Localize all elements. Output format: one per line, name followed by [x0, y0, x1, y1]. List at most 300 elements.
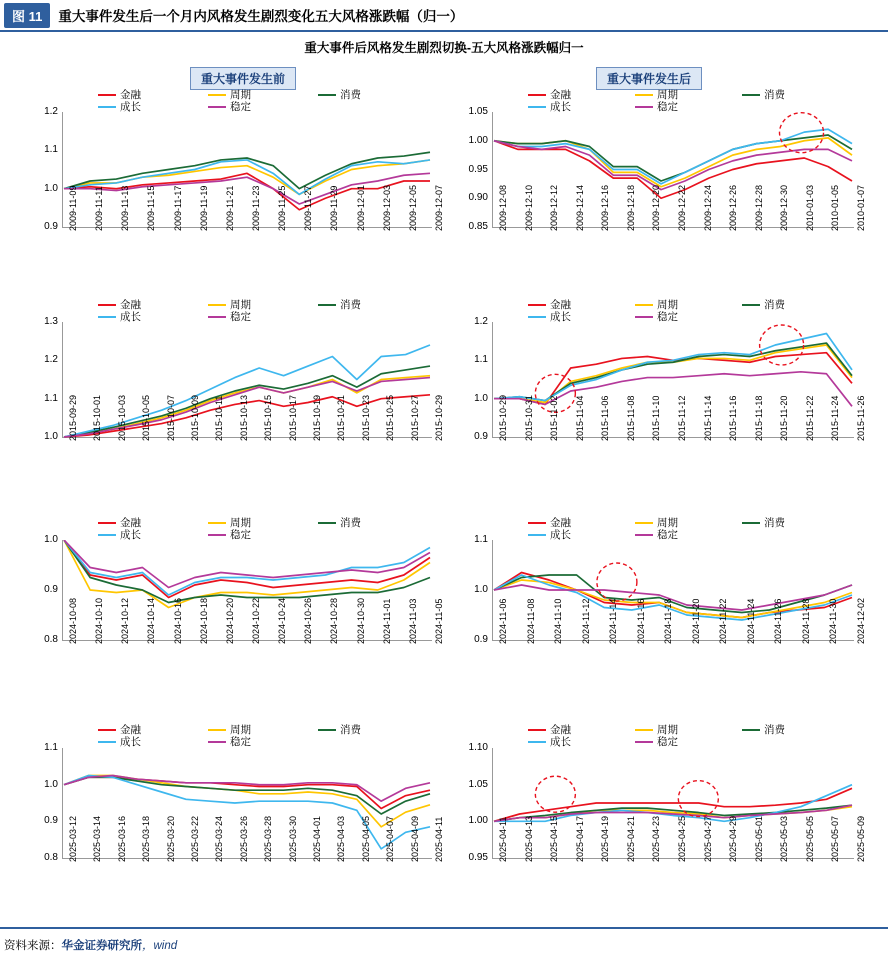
x-axis-tick: 2024-11-12: [580, 598, 591, 644]
series-line-周期: [494, 580, 852, 618]
legend-swatch-成长: [98, 534, 116, 537]
chart-legend: [528, 725, 860, 749]
x-axis-tick: 2024-10-18: [198, 597, 209, 644]
x-axis-tick: 2009-12-22: [677, 184, 687, 231]
y-axis-tick: 0.9: [44, 584, 58, 595]
x-axis-tick: 2024-12-02: [856, 597, 866, 644]
legend-item: [208, 102, 318, 112]
x-axis-tick: 2025-04-01: [312, 815, 322, 862]
chart-legend: [528, 300, 860, 324]
y-axis-tick: 1.10: [468, 742, 488, 753]
y-axis-tick: 1.05: [468, 778, 488, 790]
legend-label: 成长: [120, 101, 141, 113]
legend-label: 稳定: [230, 311, 251, 323]
x-axis-tick: 2024-11-26: [773, 598, 784, 644]
legend-label: 金融: [550, 299, 571, 311]
legend-swatch-金融: [98, 522, 116, 525]
x-axis-tick: 2024-11-03: [407, 598, 418, 644]
legend-swatch-金融: [98, 94, 116, 97]
y-axis-tick: 0.8: [44, 852, 58, 863]
x-axis-tick: 2025-04-11: [498, 816, 508, 862]
legend-label: 成长: [550, 311, 571, 323]
legend-item: [98, 530, 208, 540]
legend-swatch-周期: [208, 94, 226, 97]
y-axis-tick: 0.95: [468, 852, 488, 863]
y-axis-tick: 1.05: [468, 106, 488, 117]
x-axis-tick: 2025-05-03: [779, 815, 790, 862]
legend-swatch-金融: [528, 522, 546, 525]
source-label: 资料来源：: [4, 940, 62, 952]
legend-item: [318, 300, 428, 310]
x-axis-tick: 2015-11-12: [677, 395, 687, 441]
x-axis-tick: 2025-04-11: [434, 816, 444, 862]
x-axis-tick: 2024-11-01: [381, 598, 392, 644]
x-axis-tick: 2015-11-02: [549, 395, 560, 441]
legend-swatch-周期: [635, 522, 653, 525]
x-axis-tick: 2025-04-19: [600, 815, 611, 862]
x-axis-tick: 2010-01-03: [804, 184, 815, 231]
legend-item: [635, 737, 742, 747]
y-axis-tick: 0.8: [44, 634, 58, 645]
series-line-金融: [64, 777, 430, 808]
legend-swatch-周期: [208, 522, 226, 525]
legend-item: [98, 300, 208, 310]
series-line-稳定: [64, 540, 430, 588]
legend-item: [208, 518, 318, 528]
legend-label: 消费: [764, 89, 785, 101]
x-axis-tick: 2015-11-04: [574, 395, 585, 441]
legend-swatch-金融: [528, 304, 546, 307]
legend-label: 成长: [120, 736, 141, 748]
legend-swatch-消费: [318, 94, 336, 97]
legend-swatch-消费: [742, 522, 760, 525]
legend-label: 周期: [230, 89, 251, 101]
x-axis-tick: 2024-11-08: [525, 598, 536, 644]
legend-swatch-消费: [742, 729, 760, 732]
x-axis-tick: 2024-11-06: [498, 598, 508, 644]
figure-footer: [0, 927, 888, 963]
x-axis-tick: 2024-10-26: [303, 597, 314, 644]
legend-item: [528, 518, 635, 528]
source-wind: ，wind: [142, 940, 178, 952]
annotation-ellipse: [760, 325, 804, 365]
legend-swatch-周期: [635, 94, 653, 97]
chart-legend: [98, 518, 438, 542]
legend-item: [742, 518, 849, 528]
legend-item: [635, 518, 742, 528]
legend-swatch-金融: [98, 304, 116, 307]
x-axis-tick: 2024-11-30: [828, 598, 839, 644]
x-axis-tick: 2015-11-20: [779, 395, 790, 441]
x-axis-tick: 2015-11-26: [856, 395, 866, 441]
x-axis-tick: 2009-11-19: [198, 185, 209, 231]
legend-label: 稳定: [230, 529, 251, 541]
x-axis-tick: 2024-11-28: [800, 598, 811, 644]
source-name: 华金证券研究所: [61, 940, 142, 952]
legend-swatch-消费: [742, 304, 760, 307]
legend-label: 消费: [340, 89, 361, 101]
x-axis-tick: 2025-03-26: [238, 815, 249, 862]
x-axis-tick: 2015-10-09: [190, 394, 200, 441]
legend-label: 周期: [230, 299, 251, 311]
x-axis-tick: 2024-10-30: [355, 597, 366, 644]
legend-swatch-周期: [208, 304, 226, 307]
y-axis-tick: 0.90: [468, 192, 488, 204]
legend-label: 成长: [550, 101, 571, 113]
legend-swatch-成长: [528, 106, 546, 109]
x-axis-tick: 2015-11-14: [702, 395, 713, 441]
y-axis-tick: 0.95: [468, 163, 488, 175]
y-axis-tick: 1.00: [468, 134, 488, 146]
x-axis-tick: 2025-03-20: [165, 815, 176, 862]
legend-label: 金融: [120, 517, 141, 529]
legend-swatch-稳定: [635, 534, 653, 537]
legend-swatch-稳定: [208, 106, 226, 109]
x-axis-tick: 2025-04-17: [574, 815, 585, 862]
legend-label: 消费: [764, 517, 785, 529]
figure-tag: 图 11: [4, 3, 50, 28]
legend-label: 金融: [550, 89, 571, 101]
x-axis-tick: 2024-11-18: [663, 598, 674, 644]
y-axis-tick: 1.0: [474, 584, 488, 595]
x-axis-tick: 2009-12-28: [753, 184, 764, 231]
x-axis-tick: 2024-10-08: [68, 597, 78, 644]
y-axis-tick: 0.85: [468, 221, 488, 232]
chart-legend: [98, 90, 438, 114]
legend-item: [528, 312, 635, 322]
y-axis-tick: 1.2: [44, 354, 58, 366]
legend-label: 成长: [550, 529, 571, 541]
y-axis-tick: 1.3: [44, 316, 58, 327]
series-line-成长: [494, 334, 852, 401]
series-line-成长: [64, 540, 430, 595]
x-axis-tick: 2025-04-03: [336, 815, 347, 862]
x-axis-tick: 2025-04-05: [360, 815, 371, 862]
chart-plot-p4: [492, 322, 856, 439]
x-axis-tick: 2025-04-25: [677, 815, 687, 862]
x-axis-tick: 2024-10-20: [224, 597, 235, 644]
y-axis-tick: 1.0: [44, 778, 58, 790]
series-line-成长: [494, 129, 852, 184]
legend-label: 金融: [120, 724, 141, 736]
x-axis-tick: 2024-10-16: [172, 597, 183, 644]
x-axis-tick: 2015-10-31: [523, 394, 534, 441]
y-axis-tick: 1.1: [44, 392, 58, 404]
legend-item: [528, 725, 635, 735]
legend-item: [635, 312, 742, 322]
y-axis-tick: 1.0: [44, 534, 58, 545]
legend-item: [98, 312, 208, 322]
x-axis-tick: 2010-01-05: [830, 184, 841, 231]
legend-item: [98, 518, 208, 528]
y-axis-tick: 0.9: [44, 221, 58, 232]
legend-label: 稳定: [230, 736, 251, 748]
legend-swatch-周期: [635, 729, 653, 732]
legend-label: 消费: [764, 724, 785, 736]
x-axis-tick: 2015-11-16: [728, 395, 739, 441]
legend-label: 金融: [120, 299, 141, 311]
legend-swatch-稳定: [208, 534, 226, 537]
y-axis-tick: 1.1: [474, 354, 488, 366]
legend-swatch-消费: [318, 729, 336, 732]
chart-plot-p5: [62, 540, 434, 642]
x-axis-tick: 2025-04-21: [625, 815, 636, 862]
x-axis-tick: 2024-10-28: [329, 597, 340, 644]
x-axis-tick: 2024-11-10: [553, 598, 564, 644]
x-axis-tick: 2015-10-21: [336, 394, 347, 441]
x-axis-tick: 2025-03-28: [263, 815, 274, 862]
y-axis-tick: 1.00: [468, 815, 488, 827]
x-axis-tick: 2009-12-16: [600, 184, 611, 231]
legend-swatch-稳定: [208, 741, 226, 744]
legend-item: [528, 300, 635, 310]
y-axis-tick: 0.9: [44, 815, 58, 827]
x-axis-tick: 2009-12-24: [702, 184, 713, 231]
x-axis-tick: 2024-11-20: [690, 598, 701, 644]
x-axis-tick: 2025-04-09: [409, 815, 420, 862]
x-axis-tick: 2025-04-23: [651, 815, 662, 862]
x-axis-tick: 2024-11-14: [608, 598, 619, 644]
x-axis-tick: 2009-12-05: [407, 184, 418, 231]
x-axis-tick: 2009-12-10: [523, 184, 534, 231]
legend-label: 金融: [550, 724, 571, 736]
x-axis-tick: 2015-11-22: [804, 395, 815, 441]
x-axis-tick: 2024-10-24: [277, 597, 288, 644]
legend-swatch-周期: [635, 304, 653, 307]
legend-swatch-成长: [528, 534, 546, 537]
legend-item: [635, 90, 742, 100]
legend-item: [318, 90, 428, 100]
chart-plot-p1: [62, 112, 434, 229]
band-after-event: 重大事件发生后: [596, 67, 702, 90]
y-axis-tick: 1.1: [474, 534, 488, 545]
legend-label: 稳定: [657, 311, 678, 323]
x-axis-tick: 2024-10-14: [146, 597, 157, 644]
x-axis-tick: 2025-03-16: [116, 815, 127, 862]
annotation-ellipse: [535, 776, 575, 812]
x-axis-tick: 2015-11-18: [753, 395, 764, 441]
legend-item: [528, 90, 635, 100]
legend-swatch-消费: [318, 522, 336, 525]
series-line-消费: [64, 777, 430, 814]
legend-item: [742, 90, 849, 100]
x-axis-tick: 2025-03-12: [68, 815, 78, 862]
legend-swatch-金融: [98, 729, 116, 732]
x-axis-tick: 2025-05-01: [753, 815, 764, 862]
x-axis-tick: 2025-03-22: [190, 815, 200, 862]
legend-swatch-稳定: [635, 741, 653, 744]
x-axis-tick: 2009-12-03: [381, 184, 392, 231]
x-axis-tick: 2025-03-18: [141, 815, 152, 862]
legend-swatch-成长: [98, 741, 116, 744]
y-axis-tick: 1.0: [474, 392, 488, 404]
x-axis-tick: 2015-10-11: [214, 395, 225, 441]
legend-item: [208, 725, 318, 735]
x-axis-tick: 2015-10-27: [409, 394, 420, 441]
x-axis-tick: 2009-12-01: [355, 184, 366, 231]
x-axis-tick: 2024-10-22: [251, 597, 261, 644]
x-axis-tick: 2025-03-14: [92, 815, 103, 862]
legend-item: [208, 312, 318, 322]
x-axis-tick: 2025-04-07: [385, 815, 396, 862]
x-axis-tick: 2009-11-23: [251, 185, 261, 231]
x-axis-tick: 2015-11-06: [600, 395, 611, 441]
y-axis-tick: 1.1: [44, 144, 58, 156]
figure-title: 重大事件发生后一个月内风格发生剧烈变化五大风格涨跌幅（归一）: [58, 9, 464, 24]
y-axis-tick: 0.9: [474, 634, 488, 645]
figure-header: [0, 0, 888, 32]
x-axis-tick: 2009-11-21: [224, 185, 235, 231]
chart-legend: [528, 90, 860, 114]
legend-swatch-周期: [208, 729, 226, 732]
x-axis-tick: 2009-12-08: [498, 184, 508, 231]
legend-item: [528, 530, 635, 540]
legend-swatch-稳定: [635, 106, 653, 109]
legend-swatch-成长: [528, 741, 546, 744]
x-axis-tick: 2015-10-29: [498, 394, 508, 441]
legend-item: [318, 518, 428, 528]
x-axis-tick: 2024-11-24: [745, 598, 756, 644]
legend-label: 成长: [120, 311, 141, 323]
x-axis-tick: 2009-12-18: [625, 184, 636, 231]
source-line: [4, 937, 177, 953]
x-axis-tick: 2025-05-09: [856, 815, 866, 862]
x-axis-tick: 2015-10-03: [116, 394, 127, 441]
legend-label: 周期: [230, 517, 251, 529]
x-axis-tick: 2024-11-16: [635, 598, 646, 644]
legend-label: 稳定: [657, 101, 678, 113]
legend-label: 周期: [657, 89, 678, 101]
legend-label: 成长: [120, 529, 141, 541]
x-axis-tick: 2015-11-24: [830, 395, 841, 441]
legend-item: [208, 530, 318, 540]
x-axis-tick: 2015-09-29: [68, 394, 78, 441]
legend-label: 成长: [550, 736, 571, 748]
x-axis-tick: 2025-03-30: [287, 815, 298, 862]
x-axis-tick: 2015-10-17: [287, 394, 298, 441]
legend-swatch-消费: [318, 304, 336, 307]
legend-swatch-金融: [528, 94, 546, 97]
chart-legend: [98, 725, 438, 749]
legend-item: [635, 530, 742, 540]
x-axis-tick: 2009-11-29: [329, 185, 340, 231]
x-axis-tick: 2015-10-25: [385, 394, 396, 441]
legend-item: [635, 725, 742, 735]
legend-item: [98, 737, 208, 747]
x-axis-tick: 2015-10-01: [92, 394, 103, 441]
x-axis-tick: 2015-11-10: [651, 395, 662, 441]
legend-label: 稳定: [657, 529, 678, 541]
x-axis-tick: 2015-10-29: [434, 394, 444, 441]
x-axis-tick: 2009-11-13: [120, 185, 131, 231]
chart-legend: [528, 518, 860, 542]
legend-label: 周期: [657, 517, 678, 529]
y-axis-tick: 1.0: [44, 431, 58, 442]
legend-label: 金融: [550, 517, 571, 529]
legend-item: [742, 725, 849, 735]
legend-swatch-稳定: [208, 316, 226, 319]
x-axis-tick: 2015-11-08: [625, 395, 636, 441]
x-axis-tick: 2009-11-17: [172, 185, 183, 231]
x-axis-tick: 2009-12-12: [549, 184, 560, 231]
legend-item: [528, 102, 635, 112]
x-axis-tick: 2009-12-14: [574, 184, 585, 231]
y-axis-tick: 1.2: [44, 106, 58, 117]
series-line-稳定: [494, 585, 852, 610]
legend-label: 消费: [340, 299, 361, 311]
x-axis-tick: 2015-10-05: [141, 394, 152, 441]
series-line-金融: [494, 788, 852, 821]
y-axis-tick: 0.9: [474, 431, 488, 442]
legend-label: 周期: [657, 724, 678, 736]
y-axis-tick: 1.0: [44, 182, 58, 194]
legend-swatch-成长: [528, 316, 546, 319]
x-axis-tick: 2024-11-05: [434, 598, 444, 644]
annotation-ellipse: [597, 563, 637, 601]
legend-label: 周期: [230, 724, 251, 736]
series-line-周期: [494, 345, 852, 403]
legend-item: [635, 300, 742, 310]
x-axis-tick: 2009-12-26: [728, 184, 739, 231]
chart-title: 重大事件后风格发生剧烈切换-五大风格涨跌幅归一: [304, 41, 584, 55]
x-axis-tick: 2025-03-24: [214, 815, 225, 862]
x-axis-tick: 2025-05-05: [804, 815, 815, 862]
series-line-金融: [64, 540, 430, 598]
x-axis-tick: 2009-12-30: [779, 184, 790, 231]
legend-item: [742, 300, 849, 310]
chart-legend: [98, 300, 438, 324]
x-axis-tick: 2025-05-07: [830, 815, 841, 862]
x-axis-tick: 2025-04-13: [523, 815, 534, 862]
x-axis-tick: 2024-11-22: [718, 598, 729, 644]
x-axis-tick: 2009-11-25: [277, 185, 288, 231]
x-axis-tick: 2009-11-15: [146, 185, 157, 231]
y-axis-tick: 1.1: [44, 742, 58, 753]
x-axis-tick: 2015-10-23: [360, 394, 371, 441]
legend-swatch-稳定: [635, 316, 653, 319]
legend-item: [635, 102, 742, 112]
x-axis-tick: 2024-10-12: [120, 597, 131, 644]
x-axis-tick: 2009-12-07: [434, 184, 444, 231]
legend-item: [208, 300, 318, 310]
legend-swatch-消费: [742, 94, 760, 97]
x-axis-tick: 2015-10-15: [263, 394, 274, 441]
chart-plot-p8: [492, 748, 856, 860]
legend-label: 金融: [120, 89, 141, 101]
legend-item: [528, 737, 635, 747]
legend-label: 消费: [340, 517, 361, 529]
x-axis-tick: 2015-10-19: [312, 394, 322, 441]
legend-item: [318, 725, 428, 735]
legend-swatch-成长: [98, 106, 116, 109]
x-axis-tick: 2009-11-09: [68, 185, 78, 231]
x-axis-tick: 2024-10-10: [94, 597, 105, 644]
x-axis-tick: 2015-10-07: [165, 394, 176, 441]
x-axis-tick: 2025-04-27: [702, 815, 713, 862]
legend-label: 消费: [764, 299, 785, 311]
legend-label: 稳定: [657, 736, 678, 748]
legend-swatch-金融: [528, 729, 546, 732]
x-axis-tick: 2010-01-07: [856, 184, 866, 231]
x-axis-tick: 2025-04-29: [728, 815, 739, 862]
legend-swatch-成长: [98, 316, 116, 319]
legend-label: 稳定: [230, 101, 251, 113]
x-axis-tick: 2009-11-27: [303, 185, 314, 231]
legend-label: 消费: [340, 724, 361, 736]
legend-item: [98, 90, 208, 100]
x-axis-tick: 2009-12-20: [651, 184, 662, 231]
legend-item: [98, 102, 208, 112]
